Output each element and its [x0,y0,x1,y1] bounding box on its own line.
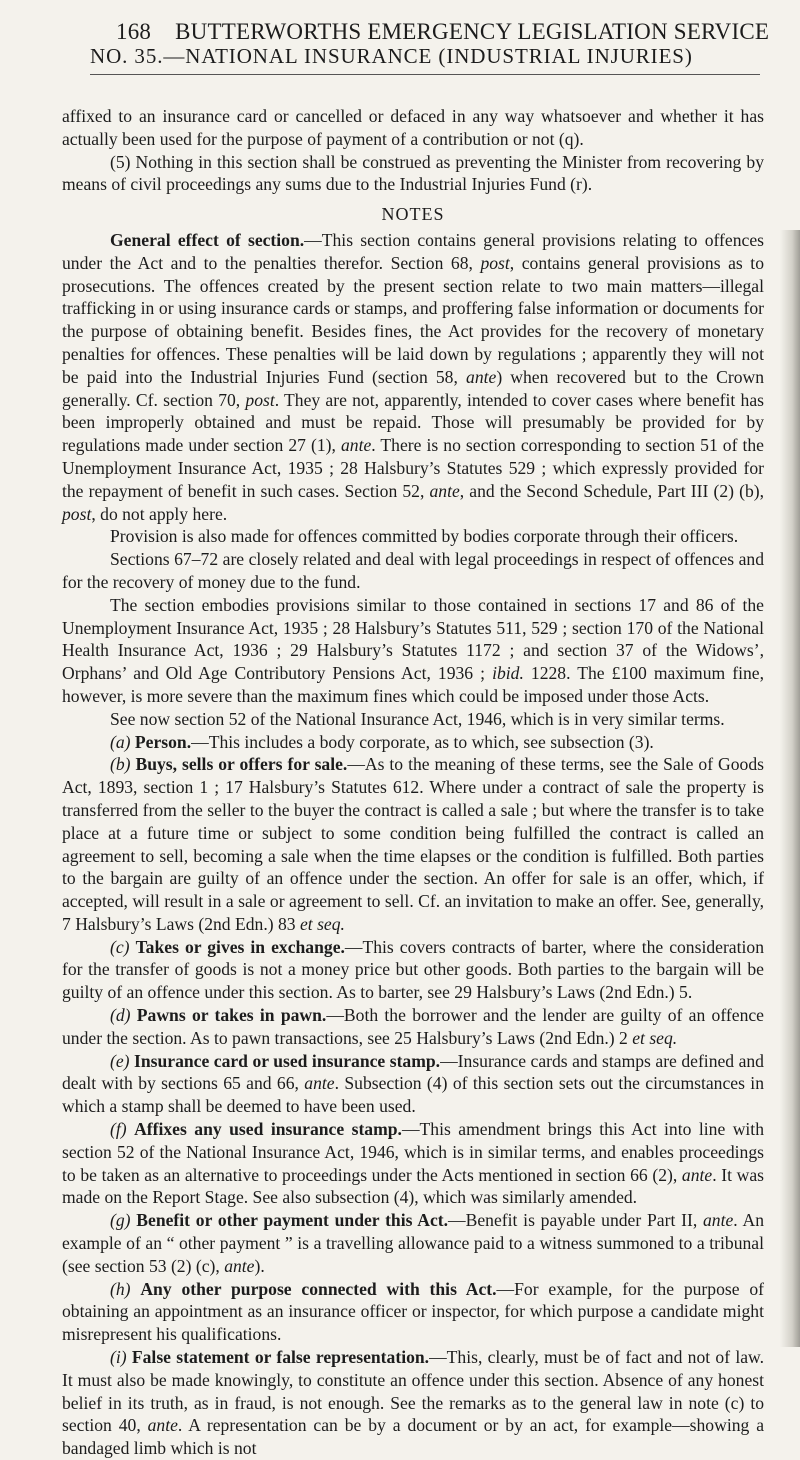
note-mark: (d) [110,1005,131,1026]
note-lead: General effect of section. [110,229,305,250]
note-general-effect: General effect of section.—This section contains general provisions relating to offences under the Act and to the penalties therefor. Section 68, post, contains general provisions as to prosecutions. The offences created by the present section relate to two main matters—illegal trafficking in or using insurance cards or stamps, and proffering false information or documents for the purpose of obtaining benefit. Besides fines, the Act provides for the recovery of monetary penalties for offences. These penalties will be laid down by regulations ; apparently they will not be paid into the Industrial Injuries Fund (section 58, ante) when recovered but to the Crown generally. Cf. section 70, post. They are not, apparently, intended to cover cases where benefit has been improperly obtained and must be repaid. Those will presumably be provided for by regulations made under section 27 (1), ante. There is no section corresponding to section 51 of the Unemployment Insurance Act, 1935 ; 28 Halsbury’s Statutes 529 ; which expressly provided for the repayment of benefit in such cases. Section 52, ante, and the Second Schedule, Part III (2) (b), post, do not apply here. [62,229,764,524]
note-e-insurance-card: (e) Insurance card or used insurance stamp.—Insurance cards and stamps are defined and dealt with by sections 65 and 66, ante. Subsection (4) of this section sets out the circumstances in which a stamp shall be deemed to have been used. [62,1050,764,1117]
note-a-person: (a) Person.—This includes a body corporate, as to which, see subsection (3). [110,731,654,752]
note-embodies: The section embodies provisions similar to those contained in sections 17 and 86 of the Unemployment Insurance Act, 1935 ; 28 Halsbury’s Statutes 511, 529 ; section 170 of the National Health Insurance Act, 1936 ; 29 Halsbury’s Statutes 1172 ; and section 37 of the Widows’, Orphans’ and Old Age Contributory Pensions Act, 1936 ; ibid. 1228. The £100 maximum fine, however, is more severe than the maximum fines which could be imposed under those Acts. [62,594,764,706]
note-mark: (b) [110,754,131,775]
note-mark: (f) [110,1119,127,1140]
note-mark: (a) [110,731,131,752]
note-d-pawn: (d) Pawns or takes in pawn.—Both the borrower and the lender are guilty of an offence under the section. As to pawn transactions, see 25 Halsbury’s Laws (2nd Edn.) 2 et seq. [62,1005,764,1048]
note-see-now: See now section 52 of the National Insurance Act, 1946, which is in very similar terms. [110,708,725,729]
note-mark: (i) [110,1347,127,1368]
note-lead: False statement or false representation. [131,1347,430,1368]
note-lead: Affixes any used insurance stamp. [134,1119,402,1140]
note-sections-67-72: Sections 67–72 are closely related and deal with legal proceedings in respect of offences and for the recovery of money due to the fund. [62,549,764,592]
note-lead: Person. [134,731,192,752]
note-bodies-corporate: Provision is also made for offences committed by bodies corporate through their officers. [110,526,739,547]
statute-subsection-5: (5) Nothing in this section shall be construed as preventing the Minister from recovering by means of civil proceedings any sums due to the Industrial Injuries Fund (r). [62,151,764,195]
page-header [62,19,770,75]
running-head [116,19,770,44]
note-b-buys-sells: (b) Buys, sells or offers for sale.—As to the meaning of these terms, see the Sale of Goods Act, 1893, section 1 ; 17 Halsbury’s Statutes 612. Where under a contract of sale the property is transferred from the seller to the buyer the contract is called a sale ; but where the transfer is to take place at a future time or subject to some condition being fulfilled the contract is called an agreement to sell, becoming a sale when the time elapses or the condition is fulfilled. Both parties to the bargain are guilty of an offence under the section. An offer for sale is an offer, which, if accepted, will result in a sale or agreement to sell. Cf. an invitation to make an offer. See, generally, 7 Halsbury’s Laws (2nd Edn.) 83 et seq. [62,754,764,934]
statute-paragraph-continued: affixed to an insurance card or cancelled or defaced in any way whatsoever and whether it has actually been used for the purpose of payment of a contribution or not (q). [62,106,764,149]
note-mark: (g) [110,1210,131,1231]
note-c-exchange: (c) Takes or gives in exchange.—This covers contracts of barter, where the consideration for the transfer of goods is not a money price but other goods. Both parties to the bargain will be guilty of an offence under this section. As to barter, see 29 Halsbury’s Laws (2nd Edn.) 5. [62,936,764,1003]
note-lead: Takes or gives in exchange. [135,936,345,957]
header-rule [90,74,760,75]
chapter-subtitle: NO. 35.—NATIONAL INSURANCE (INDUSTRIAL INJURIES) [90,44,693,68]
note-f-affixes: (f) Affixes any used insurance stamp.—This amendment brings this Act into line with section 52 of the National Insurance Act, 1946, which is in similar terms, and enables proceedings to be taken as an alternative to proceedings under the Acts mentioned in section 66 (2), ante. It was made on the Report Stage. See also subsection (4), which was similarly amended. [62,1119,764,1208]
note-lead: Benefit or other payment under this Act. [136,1210,449,1231]
note-lead: Any other purpose connected with this Act. [140,1278,497,1299]
note-g-benefit: (g) Benefit or other payment under this Act.—Benefit is payable under Part II, ante. An example of an “ other payment ” is a travelling allowance paid to a witness summoned to a tribunal (see section 53 (2) (c), ante). [62,1210,764,1276]
note-mark: (e) [110,1050,130,1071]
note-lead: Buys, sells or offers for sale. [135,754,348,775]
note-lead: Pawns or takes in pawn. [136,1005,327,1026]
note-h-other-purpose: (h) Any other purpose connected with this Act.—For example, for the purpose of obtaining an appointment as an insurance officer or inspector, for which purpose a candidate might misrepresent his qualifications. [62,1278,765,1345]
note-lead: Insurance card or used insurance stamp. [134,1050,441,1071]
running-title: BUTTERWORTHS EMERGENCY LEGISLATION SERVICE [175,19,770,44]
note-i-false-statement: (i) False statement or false representation.—This, clearly, must be of fact and not of law. It must also be made knowingly, to constitute an offence under this section. Absence of any honest belief in its truth, as in fraud, is not enough. See the remarks as to the general law in note (c) to section 40, ante. A representation can be by a document or by an act, for example—showing a bandaged limb which is not [62,1347,765,1459]
body-text [62,105,764,1460]
note-mark: (h) [110,1278,131,1299]
page-number: 168 [116,19,152,44]
notes-heading: NOTES [381,204,445,225]
note-mark: (c) [110,936,130,957]
